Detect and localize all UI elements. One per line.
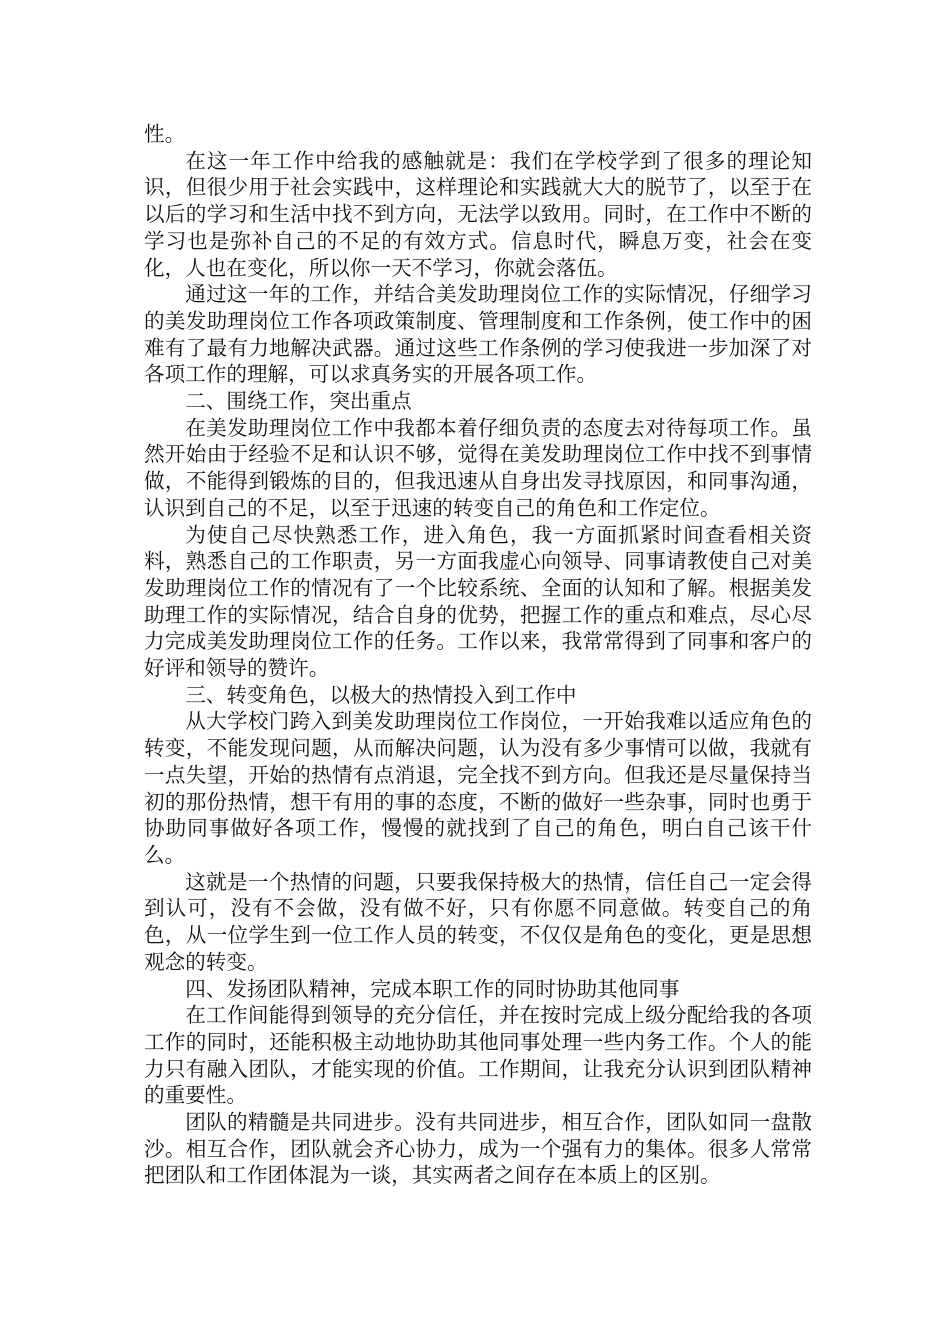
paragraph-continuation: 性。 (144, 122, 186, 146)
paragraph: 在工作间能得到领导的充分信任，并在按时完成上级分配给我的各项工作的同时，还能积极主动地协助其他同事处理一些内务工作。个人的能力只有融入团队，才能实现的价值。工作期间，让我充分认识到团队精神的重要性。 (144, 1003, 812, 1108)
section-heading: 四、发扬团队精神，完成本职工作的同时协助其他同事 (185, 976, 680, 1001)
paragraph: 在这一年工作中给我的感触就是：我们在学校学到了很多的理论知识，但很少用于社会实践中，这样理论和实践就大大的脱节了，以至于在以后的学习和生活中找不到方向，无法学以致用。同时，在工作中不断的学习也是弥补自己的不足的有效方式。信息时代，瞬息万变，社会在变化，人也在变化，所以你一天不学习，你就会落伍。 (144, 148, 812, 280)
paragraph: 在美发助理岗位工作中我都本着仔细负责的态度去对待每项工作。虽然开始由于经验不足和认识不够，觉得在美发助理岗位工作中找不到事情做，不能得到锻炼的目的，但我迅速从自身出发寻找原因，和同事沟通，认识到自己的不足，以至于迅速的转变自己的角色和工作定位。 (144, 415, 812, 520)
section-heading: 三、转变角色，以极大的热情投入到工作中 (185, 682, 577, 707)
paragraph: 通过这一年的工作，并结合美发助理岗位工作的实际情况，仔细学习的美发助理岗位工作各项政策制度、管理制度和工作条例，使工作中的困难有了最有力地解决武器。通过这些工作条例的学习使我进一步加深了对各项工作的理解，可以求真务实的开展各项工作。 (144, 282, 812, 387)
section-heading: 二、围绕工作，突出重点 (185, 389, 412, 414)
paragraph: 这就是一个热情的问题，只要我保持极大的热情，信任自己一定会得到认可，没有不会做，没有做不好，只有你愿不同意做。转变自己的角色，从一位学生到一位工作人员的转变，不仅仅是角色的变化，更是思想观念的转变。 (144, 869, 812, 974)
paragraph: 为使自己尽快熟悉工作，进入角色，我一方面抓紧时间查看相关资料，熟悉自己的工作职责，另一方面我虚心向领导、同事请教使自己对美发助理岗位工作的情况有了一个比较系统、全面的认知和了解。根据美发助理工作的实际情况，结合自身的优势，把握工作的重点和难点，尽心尽力完成美发助理岗位工作的任务。工作以来，我常常得到了同事和客户的好评和领导的赞许。 (144, 522, 812, 681)
paragraph: 从大学校门跨入到美发助理岗位工作岗位，一开始我难以适应角色的转变，不能发现问题，从而解决问题，认为没有多少事情可以做，我就有一点失望，开始的热情有点消退，完全找不到方向。但我还是尽量保持当初的那份热情，想干有用的事的态度，不断的做好一些杂事，同时也勇于协助同事做好各项工作，慢慢的就找到了自己的角色，明白自己该干什么。 (144, 709, 812, 867)
paragraph: 团队的精髓是共同进步。没有共同进步，相互合作，团队如同一盘散沙。相互合作，团队就会齐心协力，成为一个强有力的集体。很多人常常把团队和工作团体混为一谈，其实两者之间存在本质上的区别。 (144, 1110, 812, 1188)
document-body (144, 121, 812, 1189)
